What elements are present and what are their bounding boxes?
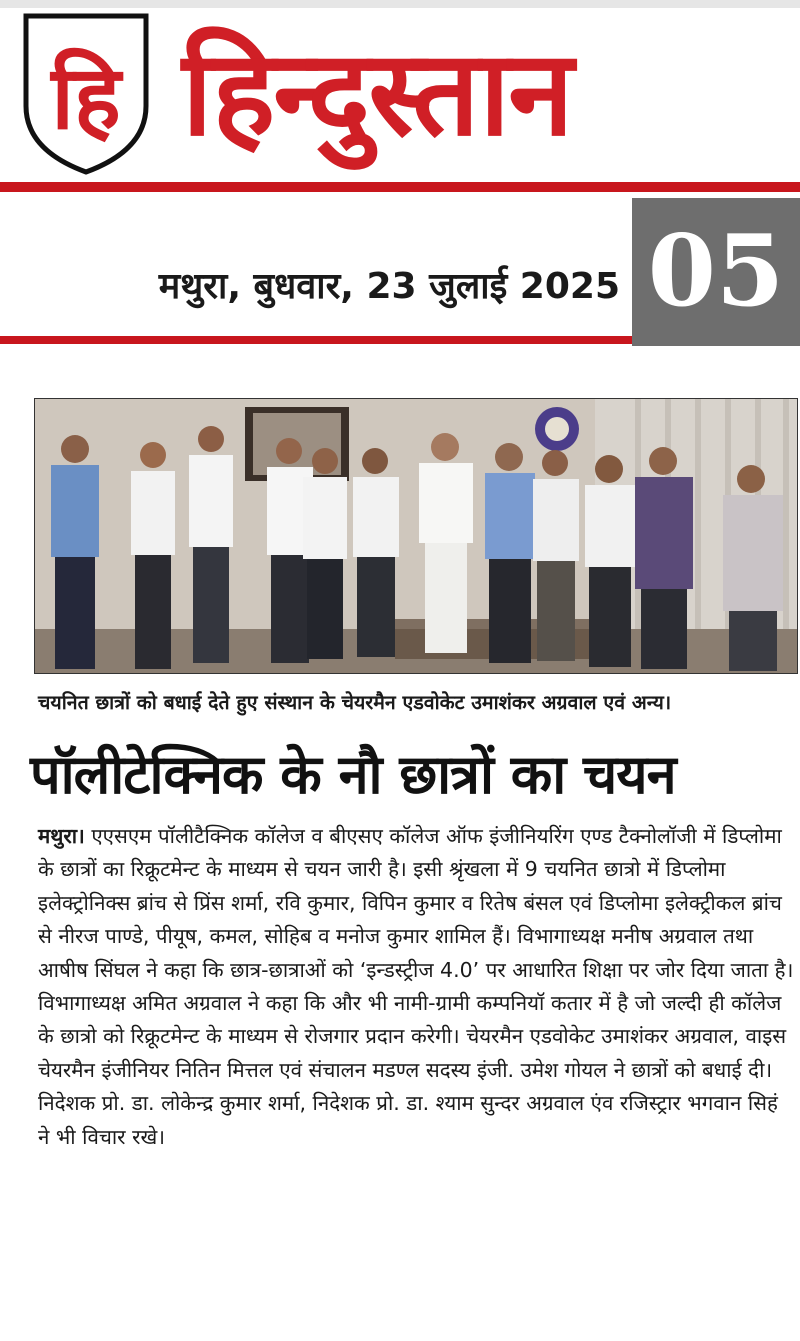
top-band	[0, 0, 800, 8]
masthead-rule	[0, 182, 800, 192]
issue-dateline: मथुरा, बुधवार, 23 जुलाई 2025	[158, 266, 620, 307]
newspaper-logo-shield	[20, 10, 152, 176]
article-text: एएसएम पॉलीटैक्निक कॉलेज व बीएसए कॉलेज ऑफ इंजीनियरिंग एण्ड टैक्नोलॉजी में डिप्लोमा के छात्रों का रिक्रूटमेन्ट के माध्यम से चयन जारी है। इसी श्रृंखला में 9 चयनित छात्रो में डिप्लोमा इलेक्ट्रोनिक्स ब्रांच से प्रिंस शर्मा, रवि कुमार, विपिन कुमार व रितेष बंसल एवं डिप्लोमा इलेक्ट्रीकल ब्रांच से नीरज पाण्डे, पीयूष, कमल, सोहिब व मनोज कुमार शामिल हैं। विभागाध्यक्ष मनीष अग्रवाल तथा आषीष सिंघल ने कहा कि छात्र-छात्राओं को ‘इन्डस्ट्रीज 4.0’ पर आधारित शिक्षा पर जोर दिया जाता है। विभागाध्यक्ष अमित अग्रवाल ने कहा कि और भी नामी-ग्रामी कम्पनियॉ कतार में है जो जल्दी ही कॉलेज के छात्रो को रिक्रूटमेन्ट के माध्यम से रोजगार प्रदान करेगी। चेयरमैन एडवोकेट उमाशंकर अग्रवाल, वाइस चेयरमैन इंजीनियर नितिन मित्तल एवं संचालन मडण्ल सदस्य इंजी. उमेश गोयल ने छात्रों को बधाई दी। निदेशक प्रो. डा. लोकेन्द्र कुमार शर्मा, निदेशक प्रो. डा. श्याम सुन्दर अग्रवाल एंव रजिस्ट्रार भगवान सिहं ने भी विचार रखे।	[38, 824, 794, 1149]
article-place: मथुरा।	[38, 824, 85, 848]
article-photo	[34, 398, 798, 674]
article-body	[38, 820, 794, 1154]
logo-glyph: हि	[51, 46, 121, 149]
page-number: 05	[647, 214, 785, 329]
photo-caption: चयनित छात्रों को बधाई देते हुए संस्थान के चेयरमैन एडवोकेट उमाशंकर अग्रवाल एवं अन्य।	[38, 691, 672, 714]
article-headline: पॉलीटेक्निक के नौ छात्रों का चयन	[30, 743, 676, 806]
newspaper-name: हिन्दुस्तान	[182, 24, 572, 162]
dateline-rule	[0, 336, 632, 344]
